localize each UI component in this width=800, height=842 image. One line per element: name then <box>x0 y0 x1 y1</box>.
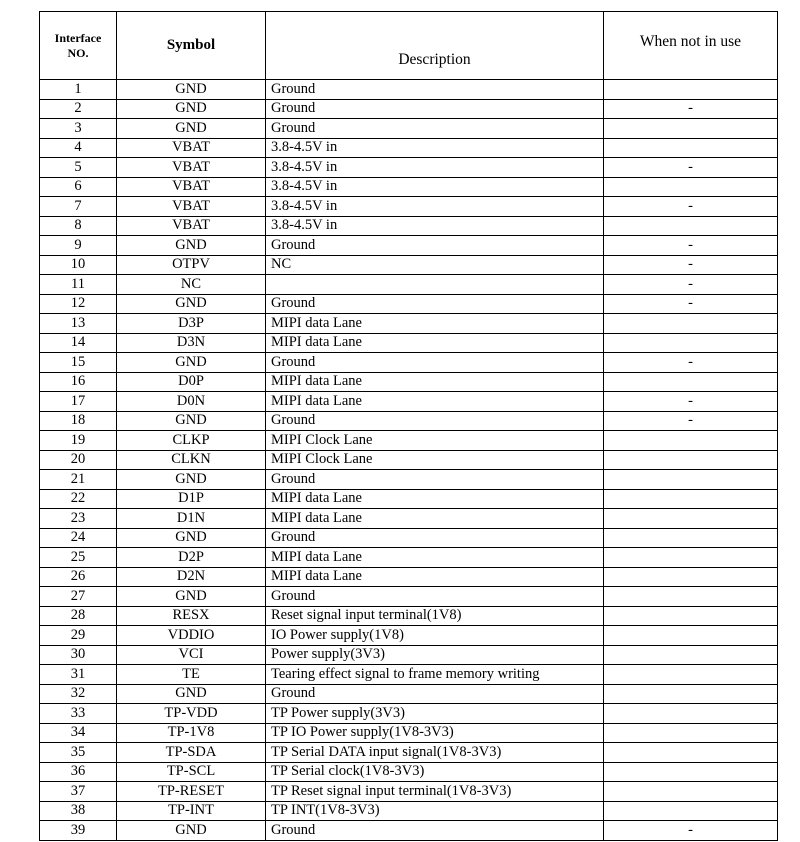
cell-symbol: D1N <box>117 509 266 529</box>
cell-interface-no: 30 <box>40 645 117 665</box>
cell-when-not-in-use <box>604 801 778 821</box>
header-row <box>40 12 778 80</box>
table-header <box>40 12 778 80</box>
table-body <box>40 80 778 841</box>
cell-symbol: VBAT <box>117 138 266 158</box>
cell-description: Tearing effect signal to frame memory writing <box>266 665 604 685</box>
cell-description: TP INT(1V8-3V3) <box>266 801 604 821</box>
cell-interface-no: 25 <box>40 548 117 568</box>
cell-interface-no: 32 <box>40 684 117 704</box>
cell-when-not-in-use <box>604 489 778 509</box>
cell-symbol: GND <box>117 80 266 100</box>
cell-interface-no: 34 <box>40 723 117 743</box>
cell-symbol: NC <box>117 275 266 295</box>
cell-symbol: GND <box>117 119 266 139</box>
cell-when-not-in-use: - <box>604 158 778 178</box>
cell-when-not-in-use <box>604 645 778 665</box>
cell-symbol: TE <box>117 665 266 685</box>
cell-interface-no: 36 <box>40 762 117 782</box>
table-row <box>40 587 778 607</box>
cell-symbol: OTPV <box>117 255 266 275</box>
cell-interface-no: 27 <box>40 587 117 607</box>
table-row <box>40 255 778 275</box>
cell-interface-no: 23 <box>40 509 117 529</box>
table-row <box>40 743 778 763</box>
cell-when-not-in-use <box>604 567 778 587</box>
cell-when-not-in-use <box>604 119 778 139</box>
table-row <box>40 431 778 451</box>
cell-when-not-in-use <box>604 743 778 763</box>
cell-when-not-in-use: - <box>604 99 778 119</box>
table-row <box>40 548 778 568</box>
cell-interface-no: 9 <box>40 236 117 256</box>
cell-symbol: VBAT <box>117 177 266 197</box>
table-row <box>40 626 778 646</box>
cell-description: Ground <box>266 587 604 607</box>
cell-when-not-in-use <box>604 762 778 782</box>
cell-when-not-in-use: - <box>604 411 778 431</box>
cell-interface-no: 38 <box>40 801 117 821</box>
cell-when-not-in-use <box>604 665 778 685</box>
cell-description: Ground <box>266 470 604 490</box>
cell-interface-no: 2 <box>40 99 117 119</box>
table-row <box>40 450 778 470</box>
cell-symbol: RESX <box>117 606 266 626</box>
cell-description: MIPI data Lane <box>266 567 604 587</box>
cell-interface-no: 31 <box>40 665 117 685</box>
cell-description: Ground <box>266 353 604 373</box>
cell-interface-no: 3 <box>40 119 117 139</box>
cell-when-not-in-use <box>604 606 778 626</box>
cell-when-not-in-use: - <box>604 275 778 295</box>
cell-description: 3.8-4.5V in <box>266 158 604 178</box>
header-when-not-in-use: When not in use <box>604 12 778 80</box>
cell-when-not-in-use <box>604 333 778 353</box>
cell-description: MIPI data Lane <box>266 333 604 353</box>
table-row <box>40 665 778 685</box>
table-row <box>40 275 778 295</box>
cell-symbol: GND <box>117 821 266 841</box>
cell-description: 3.8-4.5V in <box>266 216 604 236</box>
cell-description: MIPI data Lane <box>266 509 604 529</box>
cell-when-not-in-use <box>604 509 778 529</box>
cell-symbol: VBAT <box>117 216 266 236</box>
cell-description: MIPI Clock Lane <box>266 450 604 470</box>
cell-interface-no: 37 <box>40 782 117 802</box>
cell-interface-no: 28 <box>40 606 117 626</box>
cell-interface-no: 17 <box>40 392 117 412</box>
cell-when-not-in-use: - <box>604 197 778 217</box>
cell-symbol: CLKN <box>117 450 266 470</box>
cell-interface-no: 6 <box>40 177 117 197</box>
cell-symbol: GND <box>117 470 266 490</box>
cell-description: IO Power supply(1V8) <box>266 626 604 646</box>
cell-symbol: GND <box>117 236 266 256</box>
table-row <box>40 762 778 782</box>
cell-symbol: TP-VDD <box>117 704 266 724</box>
cell-when-not-in-use <box>604 470 778 490</box>
cell-when-not-in-use <box>604 704 778 724</box>
table-row <box>40 236 778 256</box>
cell-interface-no: 18 <box>40 411 117 431</box>
cell-symbol: GND <box>117 353 266 373</box>
cell-interface-no: 10 <box>40 255 117 275</box>
table-row <box>40 197 778 217</box>
cell-symbol: D0P <box>117 372 266 392</box>
table-row <box>40 782 778 802</box>
table-row <box>40 294 778 314</box>
cell-when-not-in-use <box>604 587 778 607</box>
cell-description: MIPI data Lane <box>266 489 604 509</box>
cell-interface-no: 29 <box>40 626 117 646</box>
cell-when-not-in-use <box>604 548 778 568</box>
header-interface-no-line1: Interface <box>54 30 102 45</box>
table-row <box>40 567 778 587</box>
cell-interface-no: 1 <box>40 80 117 100</box>
cell-interface-no: 35 <box>40 743 117 763</box>
table-row <box>40 314 778 334</box>
cell-when-not-in-use <box>604 372 778 392</box>
pin-definition-table <box>39 11 778 841</box>
cell-when-not-in-use: - <box>604 236 778 256</box>
cell-description: TP Reset signal input terminal(1V8-3V3) <box>266 782 604 802</box>
cell-interface-no: 13 <box>40 314 117 334</box>
cell-description: Reset signal input terminal(1V8) <box>266 606 604 626</box>
cell-symbol: TP-SCL <box>117 762 266 782</box>
cell-when-not-in-use <box>604 723 778 743</box>
cell-description: TP Power supply(3V3) <box>266 704 604 724</box>
cell-description: 3.8-4.5V in <box>266 177 604 197</box>
cell-interface-no: 7 <box>40 197 117 217</box>
cell-when-not-in-use <box>604 138 778 158</box>
cell-symbol: TP-SDA <box>117 743 266 763</box>
cell-symbol: D2P <box>117 548 266 568</box>
cell-description: Ground <box>266 684 604 704</box>
cell-description <box>266 275 604 295</box>
cell-symbol: GND <box>117 528 266 548</box>
header-symbol: Symbol <box>117 12 266 80</box>
header-description: Description <box>266 12 604 80</box>
cell-symbol: GND <box>117 587 266 607</box>
cell-when-not-in-use <box>604 450 778 470</box>
cell-symbol: VBAT <box>117 158 266 178</box>
cell-description: MIPI data Lane <box>266 372 604 392</box>
cell-interface-no: 5 <box>40 158 117 178</box>
cell-interface-no: 16 <box>40 372 117 392</box>
header-interface-no <box>40 12 117 80</box>
cell-interface-no: 24 <box>40 528 117 548</box>
cell-description: TP Serial DATA input signal(1V8-3V3) <box>266 743 604 763</box>
cell-when-not-in-use: - <box>604 294 778 314</box>
table-row <box>40 684 778 704</box>
cell-symbol: GND <box>117 294 266 314</box>
cell-when-not-in-use <box>604 216 778 236</box>
cell-symbol: TP-RESET <box>117 782 266 802</box>
cell-interface-no: 26 <box>40 567 117 587</box>
table-row <box>40 392 778 412</box>
table-row <box>40 119 778 139</box>
cell-when-not-in-use <box>604 684 778 704</box>
table-row <box>40 158 778 178</box>
table-row <box>40 99 778 119</box>
cell-description: Power supply(3V3) <box>266 645 604 665</box>
cell-interface-no: 39 <box>40 821 117 841</box>
cell-when-not-in-use: - <box>604 255 778 275</box>
cell-when-not-in-use <box>604 177 778 197</box>
table-row <box>40 801 778 821</box>
cell-symbol: GND <box>117 684 266 704</box>
table-row <box>40 138 778 158</box>
cell-interface-no: 15 <box>40 353 117 373</box>
cell-description: Ground <box>266 80 604 100</box>
table-row <box>40 353 778 373</box>
table-row <box>40 509 778 529</box>
cell-symbol: TP-1V8 <box>117 723 266 743</box>
cell-description: Ground <box>266 528 604 548</box>
cell-when-not-in-use <box>604 80 778 100</box>
table-row <box>40 333 778 353</box>
cell-when-not-in-use <box>604 626 778 646</box>
cell-when-not-in-use: - <box>604 392 778 412</box>
table-row <box>40 372 778 392</box>
cell-when-not-in-use: - <box>604 821 778 841</box>
cell-interface-no: 11 <box>40 275 117 295</box>
cell-description: NC <box>266 255 604 275</box>
cell-when-not-in-use <box>604 314 778 334</box>
table-row <box>40 723 778 743</box>
cell-description: 3.8-4.5V in <box>266 197 604 217</box>
cell-symbol: GND <box>117 411 266 431</box>
cell-description: MIPI data Lane <box>266 314 604 334</box>
cell-description: Ground <box>266 411 604 431</box>
table-row <box>40 177 778 197</box>
cell-description: TP Serial clock(1V8-3V3) <box>266 762 604 782</box>
cell-when-not-in-use <box>604 528 778 548</box>
header-interface-no-line2: NO. <box>67 45 89 60</box>
cell-description: 3.8-4.5V in <box>266 138 604 158</box>
cell-symbol: D1P <box>117 489 266 509</box>
cell-description: Ground <box>266 821 604 841</box>
cell-symbol: GND <box>117 99 266 119</box>
cell-description: Ground <box>266 119 604 139</box>
cell-symbol: D3N <box>117 333 266 353</box>
cell-interface-no: 12 <box>40 294 117 314</box>
cell-interface-no: 33 <box>40 704 117 724</box>
cell-symbol: VCI <box>117 645 266 665</box>
table-row <box>40 489 778 509</box>
cell-description: MIPI Clock Lane <box>266 431 604 451</box>
cell-interface-no: 20 <box>40 450 117 470</box>
cell-description: MIPI data Lane <box>266 548 604 568</box>
cell-symbol: CLKP <box>117 431 266 451</box>
cell-description: MIPI data Lane <box>266 392 604 412</box>
cell-symbol: TP-INT <box>117 801 266 821</box>
cell-interface-no: 14 <box>40 333 117 353</box>
table-row <box>40 528 778 548</box>
cell-interface-no: 22 <box>40 489 117 509</box>
table-row <box>40 80 778 100</box>
cell-description: Ground <box>266 236 604 256</box>
table-row <box>40 470 778 490</box>
cell-interface-no: 8 <box>40 216 117 236</box>
cell-description: Ground <box>266 294 604 314</box>
table-row <box>40 645 778 665</box>
cell-symbol: D0N <box>117 392 266 412</box>
cell-symbol: D3P <box>117 314 266 334</box>
cell-symbol: VBAT <box>117 197 266 217</box>
cell-symbol: D2N <box>117 567 266 587</box>
cell-when-not-in-use <box>604 782 778 802</box>
table-row <box>40 704 778 724</box>
cell-symbol: VDDIO <box>117 626 266 646</box>
cell-description: TP IO Power supply(1V8-3V3) <box>266 723 604 743</box>
cell-interface-no: 21 <box>40 470 117 490</box>
cell-interface-no: 19 <box>40 431 117 451</box>
cell-description: Ground <box>266 99 604 119</box>
table-row <box>40 821 778 841</box>
cell-when-not-in-use <box>604 431 778 451</box>
cell-when-not-in-use: - <box>604 353 778 373</box>
table-row <box>40 216 778 236</box>
table-row <box>40 606 778 626</box>
cell-interface-no: 4 <box>40 138 117 158</box>
table-row <box>40 411 778 431</box>
